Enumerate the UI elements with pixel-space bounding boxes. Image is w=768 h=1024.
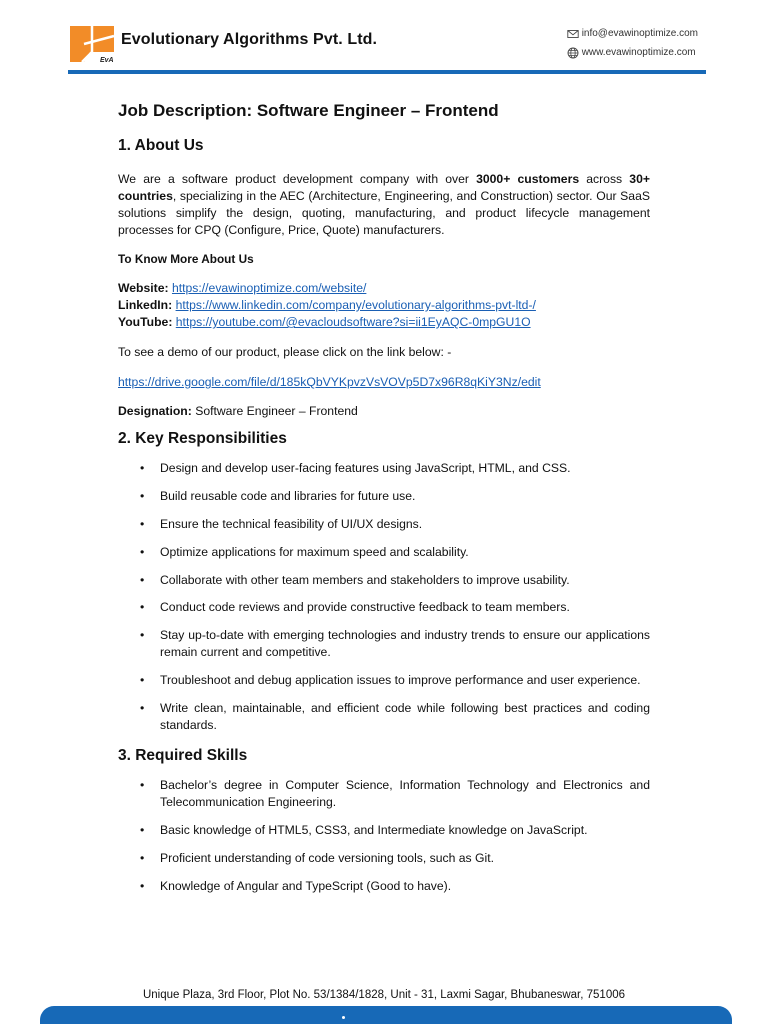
responsibilities-list xyxy=(140,460,650,734)
demo-text: To see a demo of our product, please click on the link below: - xyxy=(118,345,452,359)
about-text: across xyxy=(579,172,630,186)
website-label: Website: xyxy=(118,281,169,295)
countries-count: 30+ countries xyxy=(118,172,650,203)
company-links xyxy=(118,280,650,331)
list-item: • Write clean, maintainable, and efficient code while following best practices and coding standards. xyxy=(140,700,650,734)
about-text: We are a software product development company with over xyxy=(118,172,477,186)
logo-text: EvA xyxy=(100,57,114,64)
list-item: • Optimize applications for maximum speed and scalability. xyxy=(140,544,650,561)
website-link[interactable]: https://evawinoptimize.com/website/ xyxy=(171,281,367,295)
website-line xyxy=(118,280,650,297)
page-header xyxy=(0,0,768,78)
designation-label: Designation: xyxy=(118,404,192,418)
skills-list xyxy=(140,777,650,895)
list-item: • Proficient understanding of code versioning tools, such as Git. xyxy=(140,850,650,867)
demo-link[interactable]: https://drive.google.com/file/d/185kQbVYKpvzVsVOVp5D7x96R8qKiY3Nz/edit xyxy=(118,375,541,389)
list-item: • Design and develop user-facing features using JavaScript, HTML, and CSS. xyxy=(140,460,650,477)
website-row xyxy=(567,43,698,62)
responsibilities-heading: 2. Key Responsibilities xyxy=(118,430,287,447)
list-item: • Basic knowledge of HTML5, CSS3, and Intermediate knowledge on JavaScript. xyxy=(140,822,650,839)
contact-email[interactable]: info@evawinoptimize.com xyxy=(581,28,698,39)
list-item: • Stay up-to-date with emerging technologies and industry trends to ensure our applications remain current and competitive. xyxy=(140,627,650,661)
about-text: , specializing in the AEC (Architecture, Engineering, and Construction) sector. Our SaaS solutions simplify the design, quoting, manufacturing, and product lifecycle management processes for CPQ (Configure, Price, Quote) manufacturers. xyxy=(118,189,650,237)
email-row xyxy=(567,24,698,43)
document-body xyxy=(118,96,650,906)
company-name: Evolutionary Algorithms Pvt. Ltd. xyxy=(121,31,378,48)
mail-icon xyxy=(567,28,579,40)
linkedin-line xyxy=(118,297,650,314)
list-item: • Collaborate with other team members and stakeholders to improve usability. xyxy=(140,572,650,589)
list-item: • Bachelor’s degree in Computer Science, Information Technology and Electronics and Telecommunication Engineering. xyxy=(140,777,650,811)
list-item: • Knowledge of Angular and TypeScript (Good to have). xyxy=(140,878,650,895)
about-paragraph xyxy=(118,171,650,239)
linkedin-label: LinkedIn: xyxy=(118,298,173,312)
company-logo xyxy=(70,22,116,64)
youtube-label: YouTube: xyxy=(118,315,173,329)
skills-heading: 3. Required Skills xyxy=(118,747,248,765)
header-divider xyxy=(68,70,706,74)
list-item: • Troubleshoot and debug application issues to improve performance and user experience. xyxy=(140,672,650,689)
linkedin-link[interactable]: https://www.linkedin.com/company/evolutionary-algorithms-pvt-ltd-/ xyxy=(175,298,536,312)
designation-value: Software Engineer – Frontend xyxy=(191,404,358,418)
list-item: • Ensure the technical feasibility of UI/UX designs. xyxy=(140,516,650,533)
list-item: • Build reusable code and libraries for future use. xyxy=(140,488,650,505)
designation-line xyxy=(118,403,650,420)
youtube-line xyxy=(118,314,650,331)
about-heading: 1. About Us xyxy=(118,137,204,154)
list-item: • Conduct code reviews and provide constructive feedback to team members. xyxy=(140,599,650,616)
document-title: Job Description: Software Engineer – Frontend xyxy=(118,101,499,120)
customers-count: 3000+ customers xyxy=(476,172,580,186)
footer-dot xyxy=(342,1016,345,1019)
footer-address: Unique Plaza, 3rd Floor, Plot No. 53/1384/1828, Unit - 31, Laxmi Sagar, Bhubaneswar, 751006 xyxy=(142,989,626,1001)
youtube-link[interactable]: https://youtube.com/@evacloudsoftware?si=ii1EyAQC-0mpGU1O xyxy=(175,315,531,329)
contact-website[interactable]: www.evawinoptimize.com xyxy=(581,47,696,58)
contact-info xyxy=(567,24,698,62)
globe-icon xyxy=(567,47,579,59)
eva-logo-icon xyxy=(70,22,116,64)
footer-bar xyxy=(40,1006,732,1024)
know-more-heading: To Know More About Us xyxy=(118,252,254,266)
